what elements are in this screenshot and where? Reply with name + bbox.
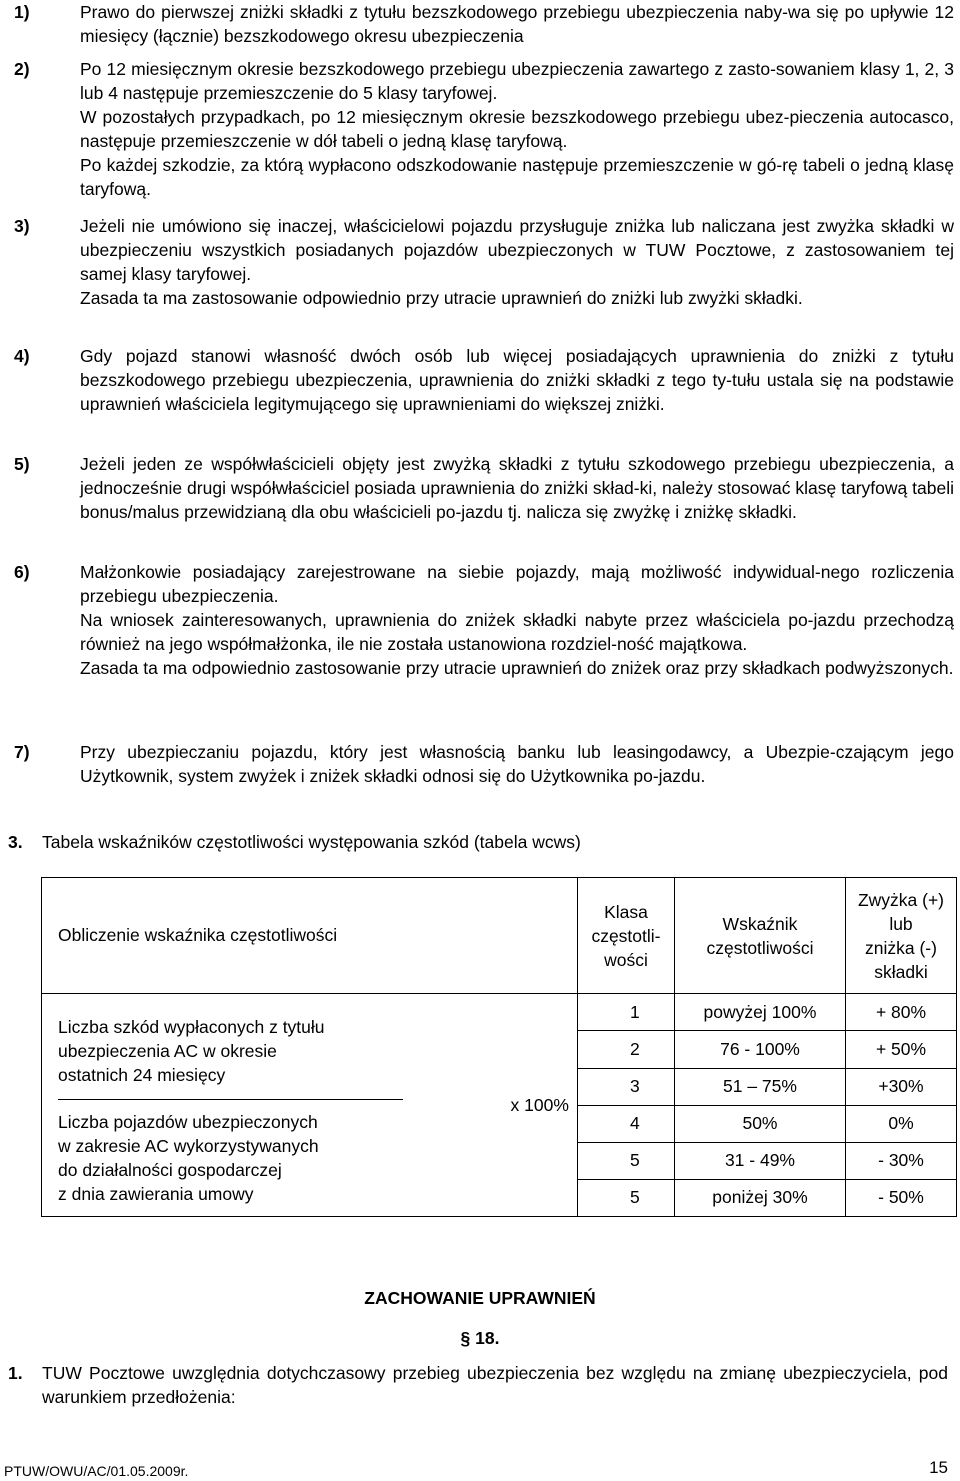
footer-document-code: PTUW/OWU/AC/01.05.2009r. — [4, 1463, 189, 1479]
indicator-value: 51 – 75% — [674, 1068, 845, 1105]
item-4 — [14, 344, 954, 416]
fraction-line — [58, 1099, 403, 1100]
indicator-value: 31 - 49% — [674, 1142, 845, 1179]
header-class-line: częstotli- — [591, 925, 661, 946]
section-title: Tabela wskaźników częstotliwości występowania szkód (tabela wcws) — [42, 832, 581, 852]
item-paragraph: Po 12 miesięcznym okresie bezszkodowego przebiegu ubezpieczenia zawartego z zasto-sowaniem klasy 1, 2, 3 lub 4 następuje przemieszczenie do 5 klasy taryfowej. — [80, 59, 954, 103]
denominator-line: z dnia zawierania umowy — [58, 1183, 254, 1204]
footer-page-number: 15 — [929, 1458, 948, 1477]
item-number: 2) — [14, 59, 30, 79]
header-class-line: wości — [604, 949, 648, 970]
item-number: 5) — [14, 454, 30, 474]
indicator-value: powyżej 100% — [674, 994, 845, 1031]
header-surcharge-line: składki — [874, 961, 928, 982]
section-number: 3. — [8, 832, 23, 852]
indicator-value: poniżej 30% — [674, 1179, 845, 1216]
class-value: 1 — [577, 994, 674, 1031]
item-body — [80, 452, 954, 524]
paragraph-sign: § 18. — [460, 1328, 500, 1348]
numerator-line: Liczba szkód wypłaconych z tytułu — [58, 1016, 325, 1037]
header-class-line: Klasa — [604, 901, 648, 922]
item-body — [80, 214, 954, 310]
surcharge-value: - 30% — [845, 1142, 956, 1179]
header-indicator-line: częstotliwości — [706, 937, 814, 958]
item-paragraph: W pozostałych przypadkach, po 12 miesięcznym okresie bezszkodowego przebiegu ubez-pieczenia autocasco, następuje przemieszczenie w dół tabeli o jedną klasę taryfową. — [80, 107, 954, 151]
item-6 — [14, 560, 954, 680]
formula-cell — [42, 994, 503, 1217]
table-header-row — [42, 878, 957, 994]
item-body — [80, 0, 954, 48]
item-paragraph: Gdy pojazd stanowi własność dwóch osób lub więcej posiadających uprawnienia do zniżki z tytułu bezszkodowego przebiegu ubezpieczenia, uprawnienia do zniżki składki z tego ty-tułu ustala się na podstawie uprawnień właściciela legitymującego się uprawnieniami do większej zniżki. — [80, 346, 954, 414]
section-heading: ZACHOWANIE UPRAWNIEŃ — [364, 1288, 596, 1308]
item-number: 6) — [14, 562, 30, 582]
item-number: 7) — [14, 742, 30, 762]
header-surcharge-line: Zwyżka (+) — [857, 889, 945, 910]
item-body — [80, 57, 954, 201]
class-value: 3 — [577, 1068, 674, 1105]
numerator-line: ubezpieczenia AC w okresie — [58, 1040, 277, 1061]
header-surcharge-line: zniżka (-) — [865, 937, 937, 958]
paragraph-18-item-1 — [8, 1361, 948, 1409]
item-number: 1) — [14, 2, 30, 22]
surcharge-value: 0% — [845, 1105, 956, 1142]
item-paragraph: Zasada ta ma zastosowanie odpowiednio przy utracie uprawnień do zniżki lub zwyżki składki. — [80, 288, 803, 308]
item-paragraph: Zasada ta ma odpowiednio zastosowanie przy utracie uprawnień do zniżek oraz przy składkach podwyższonych. — [80, 658, 954, 678]
numerator-line: ostatnich 24 miesięcy — [58, 1064, 226, 1085]
item-5 — [14, 452, 954, 524]
multiplier-cell: x 100% — [502, 994, 577, 1217]
header-calculation: Obliczenie wskaźnika częstotliwości — [42, 878, 578, 994]
indicator-value: 50% — [674, 1105, 845, 1142]
item-3 — [14, 214, 954, 310]
item-paragraph: Przy ubezpieczaniu pojazdu, który jest własnością banku lub leasingodawcy, a Ubezpie-czającym jego Użytkownik, system zwyżek i zniżek składki odnosi się do Użytkownika po-jazdu. — [80, 742, 954, 786]
surcharge-value: +30% — [845, 1068, 956, 1105]
surcharge-value: - 50% — [845, 1179, 956, 1216]
class-value: 4 — [577, 1105, 674, 1142]
item-number: 1. — [8, 1363, 23, 1383]
item-body — [80, 560, 954, 680]
header-surcharge — [845, 878, 956, 994]
class-value: 5 — [577, 1179, 674, 1216]
item-paragraph: Prawo do pierwszej zniżki składki z tytułu bezszkodowego przebiegu ubezpieczenia naby-wa się po upływie 12 miesięcy (łącznie) bezszkodowego okresu ubezpieczenia — [80, 2, 954, 46]
item-paragraph: TUW Pocztowe uwzględnia dotychczasowy przebieg ubezpieczenia bez względu na zmianę ubezpieczyciela, pod warunkiem przedłożenia: — [42, 1363, 948, 1407]
item-paragraph: Po każdej szkodzie, za którą wypłacono odszkodowanie następuje przemieszczenie w gó-rę tabeli o jedną klasę taryfową. — [80, 155, 954, 199]
header-indicator-line: Wskaźnik — [722, 913, 798, 934]
item-number: 4) — [14, 346, 30, 366]
header-surcharge-line: lub — [889, 913, 913, 934]
denominator-line: w zakresie AC wykorzystywanych — [58, 1135, 319, 1156]
header-indicator — [674, 878, 845, 994]
item-number: 3) — [14, 216, 30, 236]
header-class — [577, 878, 674, 994]
indicator-value: 76 - 100% — [674, 1031, 845, 1068]
wcws-table — [41, 877, 957, 1217]
denominator-line: Liczba pojazdów ubezpieczonych — [58, 1111, 318, 1132]
item-body — [80, 344, 954, 416]
item-body — [80, 740, 954, 788]
surcharge-value: + 80% — [845, 994, 956, 1031]
item-7 — [14, 740, 954, 788]
item-paragraph: Małżonkowie posiadający zarejestrowane na siebie pojazdy, mają możliwość indywidual-nego rozliczenia przebiegu ubezpieczenia. — [80, 562, 954, 606]
item-paragraph: Jeżeli jeden ze współwłaścicieli objęty jest zwyżką składki z tytułu szkodowego przebiegu ubezpieczenia, a jednocześnie drugi współwłaściciel posiada uprawnienia do zniżki skład-ki, należy stosować klasę taryfową tabeli bonus/malus przewidzianą dla obu właścicieli po-jazdu tj. nalicza się zwyżkę i zniżkę składki. — [80, 454, 954, 522]
item-paragraph: Na wniosek zainteresowanych, uprawnienia do zniżek składki nabyte przez właściciela po-jazdu przechodzą również na jego współmałżonka, ile nie została ustanowiona rozdziel-ność majątkowa. — [80, 610, 954, 654]
table-row — [42, 994, 957, 1031]
item-1 — [14, 0, 954, 48]
class-value: 5 — [577, 1142, 674, 1179]
item-paragraph: Jeżeli nie umówiono się inaczej, właścicielowi pojazdu przysługuje zniżka lub naliczana jest zwyżka składki w ubezpieczeniu wszystkich posiadanych pojazdów ubezpieczonych w TUW Pocztowe, z zastosowaniem tej samej klasy taryfowej. — [80, 216, 954, 284]
item-2 — [14, 57, 954, 201]
section-3-heading — [8, 830, 908, 854]
class-value: 2 — [577, 1031, 674, 1068]
surcharge-value: + 50% — [845, 1031, 956, 1068]
denominator-line: do działalności gospodarczej — [58, 1159, 282, 1180]
